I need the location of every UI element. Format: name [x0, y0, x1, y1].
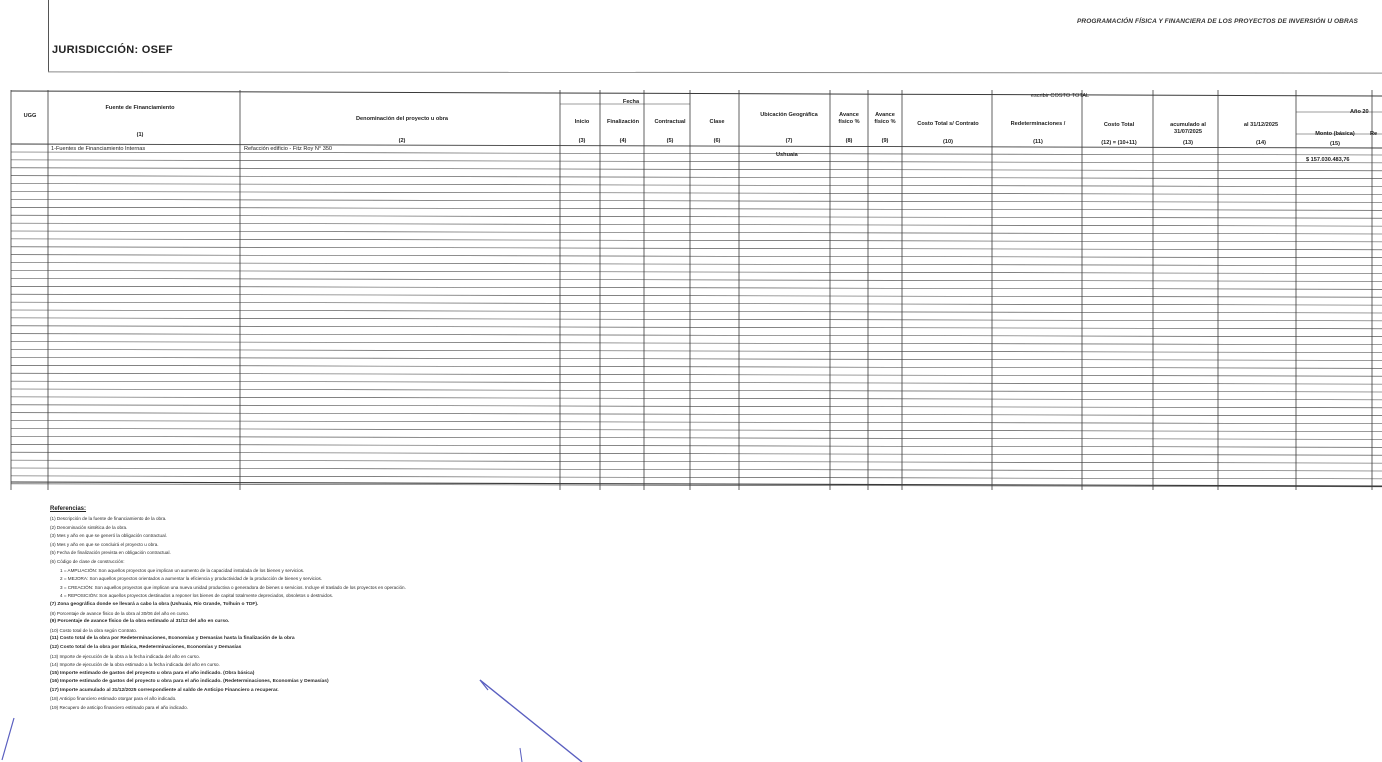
- reference-line: (10) Costo total de la obra según Contrato.: [50, 627, 138, 633]
- col-fuente: Fuente de Financiamiento: [105, 105, 175, 111]
- col-inicio-num: (3): [578, 138, 586, 144]
- row1-ubicacion: Ushuaia: [776, 152, 798, 158]
- col-re: Re: [1370, 131, 1378, 137]
- col-redeterminaciones-num: (11): [1033, 139, 1043, 145]
- col-denominacion-num: (2): [398, 138, 406, 144]
- col-redeterminaciones: Redeterminaciones /: [1010, 121, 1066, 127]
- col-avance-9-num: (9): [881, 138, 889, 144]
- reference-line: 2 = MEJORA: Son aquellos proyectos orientados a aumentar la eficiencia y productividad de la producción de bienes y servicios.: [60, 576, 323, 582]
- jurisdiction-label: JURISDICCIÓN: OSEF: [52, 44, 173, 56]
- reference-line: (17) Importe acumulado al 31/12/2025 correspondiente al saldo de Anticipo Financiero a recuperar.: [50, 687, 279, 693]
- row1-denominacion: Refacción edificio - Fitz Roy N° 350: [244, 146, 333, 152]
- reference-line: (2) Denominación sintética de la obra.: [50, 524, 128, 530]
- reference-line: (4) Mes y año en que se concluirá el proyecto u obra.: [50, 541, 159, 547]
- col-clase-num: (6): [713, 138, 721, 144]
- reference-line: (18) Anticipo financiero estimado otorgar para el año indicado.: [50, 696, 177, 702]
- reference-line: (14) Importe de ejecución de la obra estimado a la fecha indicada del año en curso.: [50, 662, 220, 668]
- col-finalizacion: Finalización: [606, 119, 639, 125]
- pen-stroke: [520, 748, 522, 762]
- row1-fuente: 1-Fuentes de Financiamiento Internas: [51, 146, 146, 152]
- fecha-group-header: Fecha: [622, 99, 640, 105]
- col-contractual: Contractual: [654, 119, 686, 125]
- col-ubicacion-num: (7): [785, 138, 793, 144]
- page-title: PROGRAMACIÓN FÍSICA Y FINANCIERA DE LOS PROYECTOS DE INVERSIÓN U OBRAS: [1077, 18, 1358, 25]
- reference-line: 1 = AMPLIACIÓN: Son aquellos proyectos que implican un aumento de la capacidad instalada de los bienes y servicios.: [60, 567, 305, 573]
- col-al-31-12: al 31/12/2025: [1243, 122, 1279, 128]
- reference-line: 4 = REPOSICIÓN: Son aquellos proyectos destinados a reponer los bienes de capital totalmente depreciados, obsoletos o destruidos.: [60, 593, 334, 599]
- col-ugg: UGG: [23, 113, 37, 119]
- reference-line: (16) Importe estimado de gastos del proyecto u obra para el año indicado. (Redeterminaciones, Economías y Demasías): [50, 679, 329, 685]
- reference-line: (9) Porcentaje de avance físico de la obra estimado al 31/12 del año en curso.: [50, 619, 230, 625]
- reference-line: (11) Costo total de la obra por Redeterminaciones, Economías y Demasías hasta la finalización de la obra: [50, 636, 295, 642]
- col-monto-basica: Monto (básica): [1315, 131, 1355, 137]
- col-costo-contrato: Costo Total s/ Contrato: [917, 121, 979, 127]
- references-title: Referencias:: [50, 506, 87, 512]
- reference-line: (6) Código de clase de construcción:: [50, 558, 125, 564]
- reference-line: (19) Recupero de anticipo financiero estimado para el año indicado.: [50, 705, 188, 711]
- col-denominacion: Denominación del proyecto u obra: [356, 116, 448, 122]
- row1-monto: $ 157.030.483,76: [1306, 157, 1350, 163]
- reference-line: (7) Zona geográfica donde se llevará a cabo la obra (Ushuaia, Río Grande, Tolhuin o TDF).: [50, 601, 259, 607]
- reference-line: (12) Costo total de la obra por Básica, Redeterminaciones, Economías y Demasías: [50, 644, 242, 650]
- col-costo-contrato-num: (10): [943, 139, 953, 145]
- col-clase: Clase: [709, 119, 725, 125]
- col-fuente-num: (1): [136, 132, 144, 138]
- col-al-31-12-num: (14): [1256, 140, 1266, 146]
- col-avance-9: Avance físico %: [874, 112, 896, 125]
- reference-line: (13) Importe de ejecución de la obra a la fecha indicada del año en curso.: [50, 653, 200, 659]
- reference-line: (8) Porcentaje de avance físico de la obra al 30/06 del año en curso.: [50, 610, 190, 616]
- reference-line: (3) Mes y año en que se generó la obligación contractual.: [50, 533, 167, 539]
- col-inicio: Inicio: [574, 119, 590, 125]
- reference-line: (15) Importe estimado de gastos del proyecto u obra para el año indicado. (Obra básica): [50, 670, 255, 676]
- col-avance-8-num: (8): [845, 138, 853, 144]
- reference-line: (1) Descripción de la fuente de financiamiento de la obra.: [50, 516, 167, 521]
- costo-total-group-header: escribir COSTO TOTAL: [1030, 93, 1090, 99]
- col-acumulado: acumulado al 31/07/2025: [1170, 122, 1206, 135]
- col-finalizacion-num: (4): [619, 138, 627, 144]
- col-contractual-num: (5): [666, 138, 674, 144]
- pen-stroke: [2, 718, 14, 760]
- col-costo-total: Costo Total: [1103, 122, 1135, 128]
- col-acumulado-num: (13): [1183, 140, 1193, 146]
- col-ubicacion: Ubicación Geográfica: [760, 112, 818, 118]
- col-costo-total-num: (12) = (10+11): [1101, 140, 1137, 146]
- reference-line: 3 = CREACIÓN: Son aquellos proyectos que implican una nueva unidad productiva o generadora de bienes o servicios. Incluye el traslado de los proyectos en operación.: [60, 584, 406, 590]
- col-avance-8: Avance físico %: [838, 112, 860, 125]
- pen-stroke: [480, 680, 582, 762]
- reference-line: (5) Fecha de finalización prevista en obligación contractual.: [50, 550, 171, 556]
- col-monto-basica-num: (15): [1330, 141, 1340, 147]
- anio-group-header: Año 20: [1350, 109, 1369, 115]
